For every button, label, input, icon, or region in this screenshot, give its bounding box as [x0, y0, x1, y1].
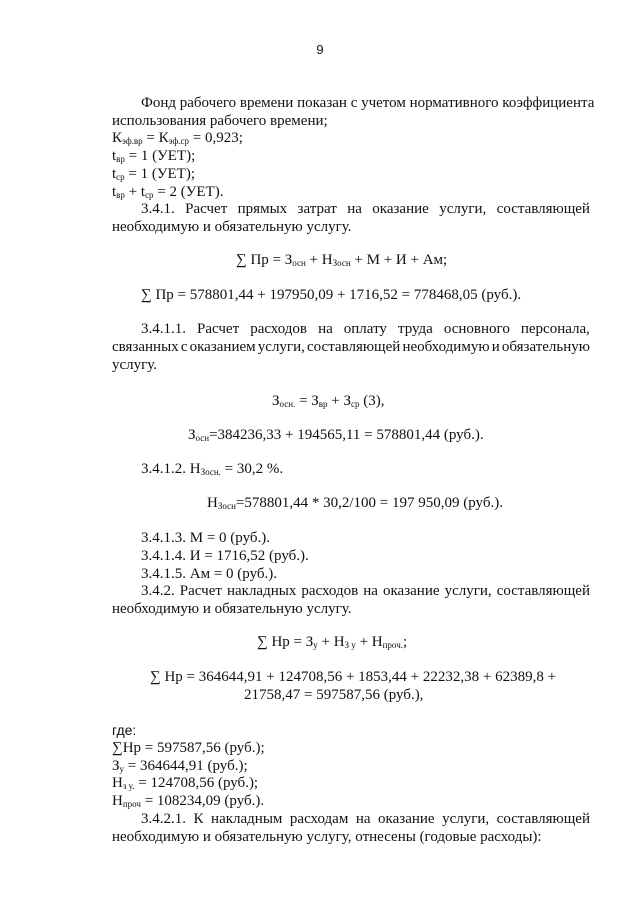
where-label: где: [112, 722, 137, 738]
section-3-4-1-line-1: 3.4.1. Расчет прямых затрат на оказание услуги, составляющей [141, 201, 590, 217]
formula-z-osn: $З_{осн.} = З_{вр} + З_{ср}$ (3), [272, 393, 385, 409]
k-coefficient-line: $К_{эф.вр} = К_{эф.ср} = 0,923$; [112, 130, 243, 146]
section-3-4-2-line-1: 3.4.2. Расчет накладных расходов на оказание услуги, составляющей [141, 583, 590, 599]
section-3-4-1-1-line-3: услугу. [112, 357, 158, 373]
t-sr-line: $t_{ср} = 1$ (УЕТ); [112, 166, 195, 182]
intro-line-2: использования рабочего времени; [112, 113, 328, 129]
section-3-4-1-line-2: необходимую и обязательную услугу. [112, 219, 352, 235]
section-3-4-1-1-line-2: связанных с оказанием услуги, составляющей необходимую и обязательную [112, 339, 590, 355]
formula-sum-nr-value-2: 21758,47 = 597587,56 (руб.), [244, 687, 424, 703]
page-number: 9 [316, 42, 324, 57]
where-item-nproch: $Н_{проч} = 108234,09$ (руб.). [112, 793, 265, 809]
section-3-4-2-1-line-2: необходимую и обязательную услугу, отнесены (годовые расходы): [112, 829, 542, 845]
section-3-4-1-3: 3.4.1.3. М = 0 (руб.). [141, 530, 271, 546]
formula-z-osn-value: $З_{осн}=384236,33 + 194565,11 = 578801,44$ (руб.). [188, 427, 484, 443]
formula-sum-pr-value: ∑ Пр = 578801,44 + 197950,09 + 1716,52 = 778468,05 (руб.). [141, 287, 522, 303]
section-3-4-2-1-line-1: 3.4.2.1. К накладным расходам на оказание услуги, составляющей [141, 811, 590, 827]
t-vr-line: $t_{вр} = 1$ (УЕТ); [112, 148, 196, 164]
formula-sum-nr-value-1: ∑ Нр = 364644,91 + 124708,56 + 1853,44 + 22232,38 + 62389,8 + [150, 669, 557, 685]
t-sum-line: $t_{вр} + t_{ср} = 2$ (УЕТ). [112, 184, 224, 200]
section-3-4-1-4: 3.4.1.4. И = 1716,52 (руб.). [141, 548, 309, 564]
formula-sum-nr: ∑ Нр = $З_у + Н_{З у} + Н_{проч.}$; [257, 634, 408, 650]
section-3-4-1-5: 3.4.1.5. Ам = 0 (руб.). [141, 566, 278, 582]
intro-line-1: Фонд рабочего времени показан с учетом нормативного коэффициента [141, 95, 595, 111]
section-3-4-1-2: 3.4.1.2. $Н_{Зосн.} = 30,2$ %. [141, 461, 284, 477]
where-item-nzu: $Н_{з у.} = 124708,56$ (руб.); [112, 775, 259, 791]
formula-nz-osn: $Н_{Зосн}=578801,44 * 30,2/100 = 197$ 950,09 (руб.). [207, 495, 503, 511]
section-3-4-2-line-2: необходимую и обязательную услугу. [112, 601, 352, 617]
where-item-sum-nr: ∑Нр = 597587,56 (руб.); [112, 740, 265, 756]
where-item-zu: $З_у = 364644,91$ (руб.); [112, 758, 248, 774]
formula-sum-pr: ∑ Пр = $З_{осн} + Н_{Зосн} + М + И$ + Ам; [236, 252, 448, 268]
section-3-4-1-1-line-1: 3.4.1.1. Расчет расходов на оплату труда основного персонала, [141, 321, 590, 337]
